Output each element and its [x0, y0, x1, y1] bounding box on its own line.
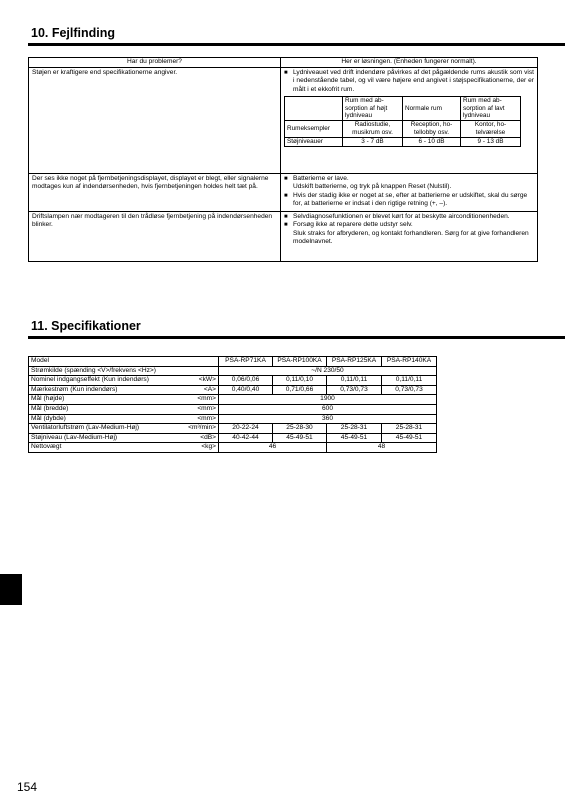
- noise-examples-label: Rumeksempler: [285, 121, 343, 138]
- solution-1-text: ■ Lydniveauet ved drift indendøre påvirkes af det pågældende rums akustik som vist i nedenstående tabel, og vil være højere end angivet i støjspecifikationerne, der er målt i et ekkofrit rum.: [284, 69, 534, 94]
- spec-row-label: [29, 404, 219, 414]
- spec-weight-label: Nettovægt: [31, 443, 62, 451]
- spec-depth-label: Mål (dybde): [31, 414, 66, 422]
- solution-2-bullet-2: ■ Hvis der stadig ikke er noget at se, efter at batterierne er udskiftet, skal du sørge for, at batterierne er indsat i den rigtige retning (+, –).: [284, 192, 534, 209]
- side-thumb-tab: [0, 574, 22, 605]
- solution-3-bullet-2-cont: Sluk straks for afbryderen, og kontakt forhandleren. Sørg for at give forhandleren modelnavnet.: [293, 229, 529, 245]
- page-number: 154: [17, 780, 38, 794]
- spec-input-value-1: 0,06/0,06: [219, 376, 273, 386]
- noise-head-high: Rum med ab-sorption af højt lydniveau: [343, 96, 403, 120]
- spec-input-value-2: 0,11/0,10: [273, 376, 327, 386]
- spec-row-label: [29, 385, 219, 395]
- spec-weight-unit: <kg>: [201, 443, 216, 451]
- spec-input-value-4: 0,11/0,11: [382, 376, 437, 386]
- troubleshooting-table: [28, 57, 538, 262]
- spec-depth-unit: <mm>: [197, 414, 216, 422]
- spec-current-unit: <A>: [203, 385, 216, 393]
- section-10-title: 10. Fejlfinding: [31, 26, 116, 40]
- spec-current-value-3: 0,73/0,73: [327, 385, 382, 395]
- noise-head-low: Rum med ab-sorption af lavt lydniveau: [461, 96, 521, 120]
- spec-current-value-1: 0,40/0,40: [219, 385, 273, 395]
- spec-noise-value-3: 45-49-51: [327, 433, 382, 443]
- spec-airflow-value-1: 20-22-24: [219, 424, 273, 434]
- spec-row-label: [29, 443, 219, 453]
- spec-input-value-3: 0,11/0,11: [327, 376, 382, 386]
- spec-input-label: Nominel indgangseffekt (Kun indendørs): [31, 376, 149, 384]
- specifications-table: [28, 356, 437, 453]
- solution-3-bullet-2: ■ Forsøg ikke at reparere dette udstyr selv.: [284, 221, 534, 229]
- spec-power-source-label: Strømkilde (spænding <V>/frekvens <Hz>): [29, 366, 219, 376]
- problem-2: Der ses ikke noget på fjernbetjeningsdisplayet, displayet er blegt, eller signalerne modtages kun af indendørsenheden, hvis fjernbetjeningen holdes helt tæt på.: [29, 174, 281, 212]
- section-10-rule: [28, 43, 565, 46]
- spec-power-source-value: ~/N 230/50: [219, 366, 437, 376]
- spec-input-unit: <kW>: [198, 376, 216, 384]
- solution-1: [281, 68, 538, 174]
- section-11-rule: [28, 336, 565, 339]
- problem-1: Støjen er kraftigere end specifikationerne angiver.: [29, 68, 281, 174]
- spec-row-label: [29, 376, 219, 386]
- spec-model-1: PSA-RP71KA: [219, 357, 273, 367]
- spec-airflow-value-2: 25-28-30: [273, 424, 327, 434]
- spec-airflow-unit: <m³/min>: [188, 424, 216, 432]
- spec-depth-value: 360: [219, 414, 437, 424]
- header-problem: Har du problemer?: [29, 58, 281, 68]
- spec-model-2: PSA-RP100KA: [273, 357, 327, 367]
- spec-row-label: [29, 395, 219, 405]
- spec-noise-value-4: 45-49-51: [382, 433, 437, 443]
- spec-width-label: Mål (bredde): [31, 404, 69, 412]
- spec-width-unit: <mm>: [197, 404, 216, 412]
- noise-head-normal: Normale rum: [403, 96, 461, 120]
- spec-noise-value-2: 45-49-51: [273, 433, 327, 443]
- noise-example-3: Kontor, ho-telværelse: [461, 121, 521, 138]
- spec-row-label: [29, 414, 219, 424]
- noise-table: [284, 96, 521, 147]
- spec-noise-unit: <dB>: [200, 433, 216, 441]
- header-solution: Her er løsningen. (Enheden fungerer normalt).: [281, 58, 538, 68]
- spec-weight-value-a: 46: [219, 443, 327, 453]
- spec-airflow-value-4: 25-28-31: [382, 424, 437, 434]
- spec-model-label: Model: [29, 357, 219, 367]
- spec-noise-label: Støjniveau (Lav-Medium-Høj): [31, 433, 118, 441]
- solution-2-bullet-1: ■ Batterierne er lave.: [284, 175, 534, 183]
- spec-airflow-label: Ventilatorluftstrøm (Lav-Medium-Høj): [31, 424, 140, 432]
- section-11-title: 11. Specifikationer: [31, 319, 141, 333]
- noise-level-2: 6 - 10 dB: [403, 137, 461, 146]
- spec-height-value: 1900: [219, 395, 437, 405]
- spec-noise-value-1: 40-42-44: [219, 433, 273, 443]
- noise-levels-label: Støjniveauer: [285, 137, 343, 146]
- spec-height-label: Mål (højde): [31, 395, 65, 403]
- spec-current-value-4: 0,73/0,73: [382, 385, 437, 395]
- noise-head-empty: [285, 96, 343, 120]
- spec-weight-value-b: 48: [327, 443, 437, 453]
- spec-airflow-value-3: 25-28-31: [327, 424, 382, 434]
- spec-row-label: [29, 433, 219, 443]
- spec-width-value: 600: [219, 404, 437, 414]
- spec-current-value-2: 0,71/0,66: [273, 385, 327, 395]
- solution-3: [281, 212, 538, 262]
- solution-2-bullet-1-cont: Udskift batterierne, og tryk på knappen Reset (Nulstil).: [293, 183, 452, 191]
- spec-current-label: Mærkestrøm (Kun indendørs): [31, 385, 118, 393]
- spec-model-4: PSA-RP140KA: [382, 357, 437, 367]
- spec-row-label: [29, 424, 219, 434]
- solution-2: [281, 174, 538, 212]
- noise-level-1: 3 - 7 dB: [343, 137, 403, 146]
- solution-3-bullet-1: ■ Selvdiagnosefunktionen er blevet kørt for at beskytte airconditionenheden.: [284, 213, 534, 221]
- problem-3: Driftslampen nær modtageren til den trådløse fjernbetjening på indendørsenheden blinker.: [29, 212, 281, 262]
- spec-height-unit: <mm>: [197, 395, 216, 403]
- noise-level-3: 9 - 13 dB: [461, 137, 521, 146]
- spec-model-3: PSA-RP125KA: [327, 357, 382, 367]
- noise-example-1: Radiostudie, musikrum osv.: [343, 121, 403, 138]
- noise-example-2: Reception, ho-tellobby osv.: [403, 121, 461, 138]
